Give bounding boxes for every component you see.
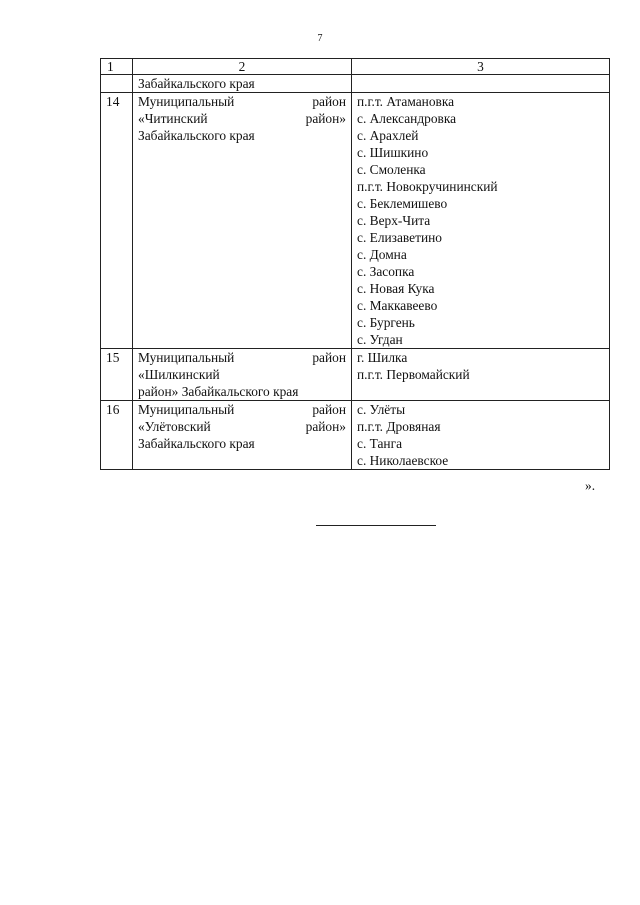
district-name-line — [138, 349, 346, 366]
district-name-word: «Шилкинский — [138, 367, 220, 382]
district-name-word: район — [312, 350, 346, 365]
settlement-item: с. Домна — [357, 247, 407, 262]
header-col-2: 2 — [133, 59, 352, 75]
district-name-word: район — [312, 94, 346, 109]
continuation-row — [101, 75, 610, 93]
district-name-word: «Улётовский — [138, 419, 211, 434]
settlements-cell — [352, 401, 610, 470]
district-name-word: Муниципальный — [138, 350, 235, 365]
settlement-item: с. Елизаветино — [357, 230, 442, 245]
district-name-line — [138, 110, 346, 127]
district-name-word: Забайкальского края — [138, 436, 255, 451]
district-name-word: «Читинский — [138, 111, 208, 126]
settlement-item: с. Верх-Чита — [357, 213, 431, 228]
settlement-item: с. Николаевское — [357, 453, 449, 468]
continuation-text: Забайкальского края — [133, 75, 352, 93]
settlement-item: с. Новая Кука — [357, 281, 435, 296]
settlement-item: с. Маккавеево — [357, 298, 438, 313]
table-row — [101, 349, 610, 401]
settlements-cell — [352, 349, 610, 401]
settlement-item: п.г.т. Дровяная — [357, 419, 441, 434]
settlement-item: г. Шилка — [357, 350, 408, 365]
district-name-word: Муниципальный — [138, 402, 235, 417]
continuation-num-cell — [101, 75, 133, 93]
continuation-empty-cell — [352, 75, 610, 93]
district-name-line — [138, 366, 346, 383]
end-divider-line — [316, 525, 436, 526]
settlement-item: с. Танга — [357, 436, 403, 451]
row-number: 15 — [101, 349, 133, 401]
district-name-cell — [133, 401, 352, 470]
settlement-item: с. Бургень — [357, 315, 415, 330]
district-name-cell — [133, 93, 352, 349]
district-name-line — [138, 401, 346, 418]
table-row — [101, 401, 610, 470]
settlements-cell — [352, 93, 610, 349]
settlement-item: с. Улёты — [357, 402, 406, 417]
district-name-word: район» Забайкальского края — [138, 384, 299, 399]
settlement-item: с. Смоленка — [357, 162, 426, 177]
settlement-item: с. Засопка — [357, 264, 415, 279]
settlement-item: с. Шишкино — [357, 145, 429, 160]
header-col-1: 1 — [101, 59, 133, 75]
district-name-line — [138, 435, 346, 452]
districts-table — [100, 58, 610, 470]
district-name-word: Муниципальный — [138, 94, 235, 109]
district-name-word: район» — [305, 419, 346, 434]
settlement-item: п.г.т. Атамановка — [357, 94, 455, 109]
district-name-line — [138, 383, 346, 400]
row-number: 14 — [101, 93, 133, 349]
district-name-cell — [133, 349, 352, 401]
table-row — [101, 93, 610, 349]
page-number: 7 — [317, 33, 323, 44]
district-name-word: район — [312, 402, 346, 417]
district-name-line — [138, 418, 346, 435]
settlement-item: с. Беклемишево — [357, 196, 448, 211]
closing-quote-mark: ». — [585, 478, 596, 493]
settlement-item: с. Угдан — [357, 332, 403, 347]
district-name-word: район» — [305, 111, 346, 126]
district-name-word: Забайкальского края — [138, 128, 255, 143]
table-header-row — [101, 59, 610, 75]
settlement-item: с. Арахлей — [357, 128, 419, 143]
district-name-line — [138, 93, 346, 110]
header-col-3: 3 — [352, 59, 610, 75]
row-number: 16 — [101, 401, 133, 470]
settlement-item: п.г.т. Новокручининский — [357, 179, 498, 194]
settlement-item: п.г.т. Первомайский — [357, 367, 470, 382]
district-name-line — [138, 127, 346, 144]
settlement-item: с. Александровка — [357, 111, 457, 126]
